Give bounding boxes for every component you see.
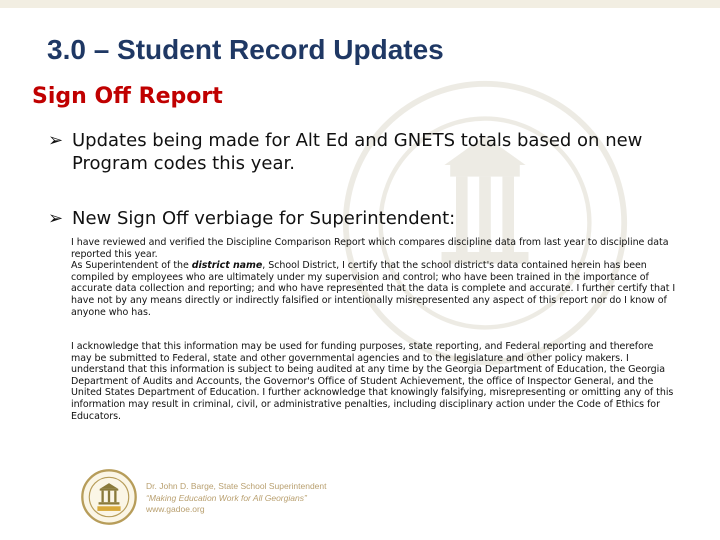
superintendent-name: Dr. John D. Barge, State School Superintendent	[146, 481, 327, 491]
footer-motto: “Making Education Work for All Georgians”	[146, 492, 307, 503]
bullet-item	[48, 129, 672, 175]
bullet-text: New Sign Off verbiage for Superintendent:	[72, 208, 456, 229]
certification-line-1: I have reviewed and verified the Discipline Comparison Report which compares discipline data from last year to discipline data reported this year.	[71, 237, 669, 260]
footer-url[interactable]: www.gadoe.org	[146, 504, 205, 514]
georgia-doe-seal-icon	[80, 468, 138, 526]
bullet-item	[48, 207, 672, 230]
district-name-placeholder: district name	[191, 260, 263, 272]
arrow-bullet-icon: ➢	[48, 130, 64, 151]
slide-subtitle: Sign Off Report	[32, 84, 223, 109]
slide-title: 3.0 – Student Record Updates	[47, 34, 444, 65]
arrow-bullet-icon: ➢	[48, 208, 64, 229]
certification-line-2	[71, 260, 676, 318]
acknowledgement-paragraph: I acknowledge that this information may be used for funding purposes, state reporting, and Federal reporting and therefore may be submitted to Federal, state and other governmental agencies and to the legislature and other policy makers. I understand that this information is subject to being audited at any time by the Georgia Department of Education, the Georgia Department of Audits and Accounts, the Governor's Office of Student Achievement, the office of Inspector General, and the United States Department of Education. I further acknowledge that knowingly falsifying, misrepresenting or omitting any of this information may result in criminal, civil, or administrative penalties, including disciplinary action under the Code of Ethics for Educators.	[71, 341, 674, 422]
certification-body: , School District, I certify that the school district's data contained herein has been compiled by employees who are ultimately under my supervision and control; who have been trained in the importance of accurate data collection and reporting; and who have represented that the data is complete and accurate. I further certify that I have not by any means directly or indirectly falsified or intentionally misrepresented any aspect of this report nor do I know of anyone who has.	[71, 260, 676, 318]
footer-credits	[146, 481, 327, 516]
certification-prefix: As Superintendent of the	[71, 260, 192, 272]
top-decorative-bar	[0, 0, 720, 8]
certification-paragraph	[71, 237, 676, 318]
bullet-text: Updates being made for Alt Ed and GNETS totals based on new Program codes this year.	[72, 130, 643, 174]
